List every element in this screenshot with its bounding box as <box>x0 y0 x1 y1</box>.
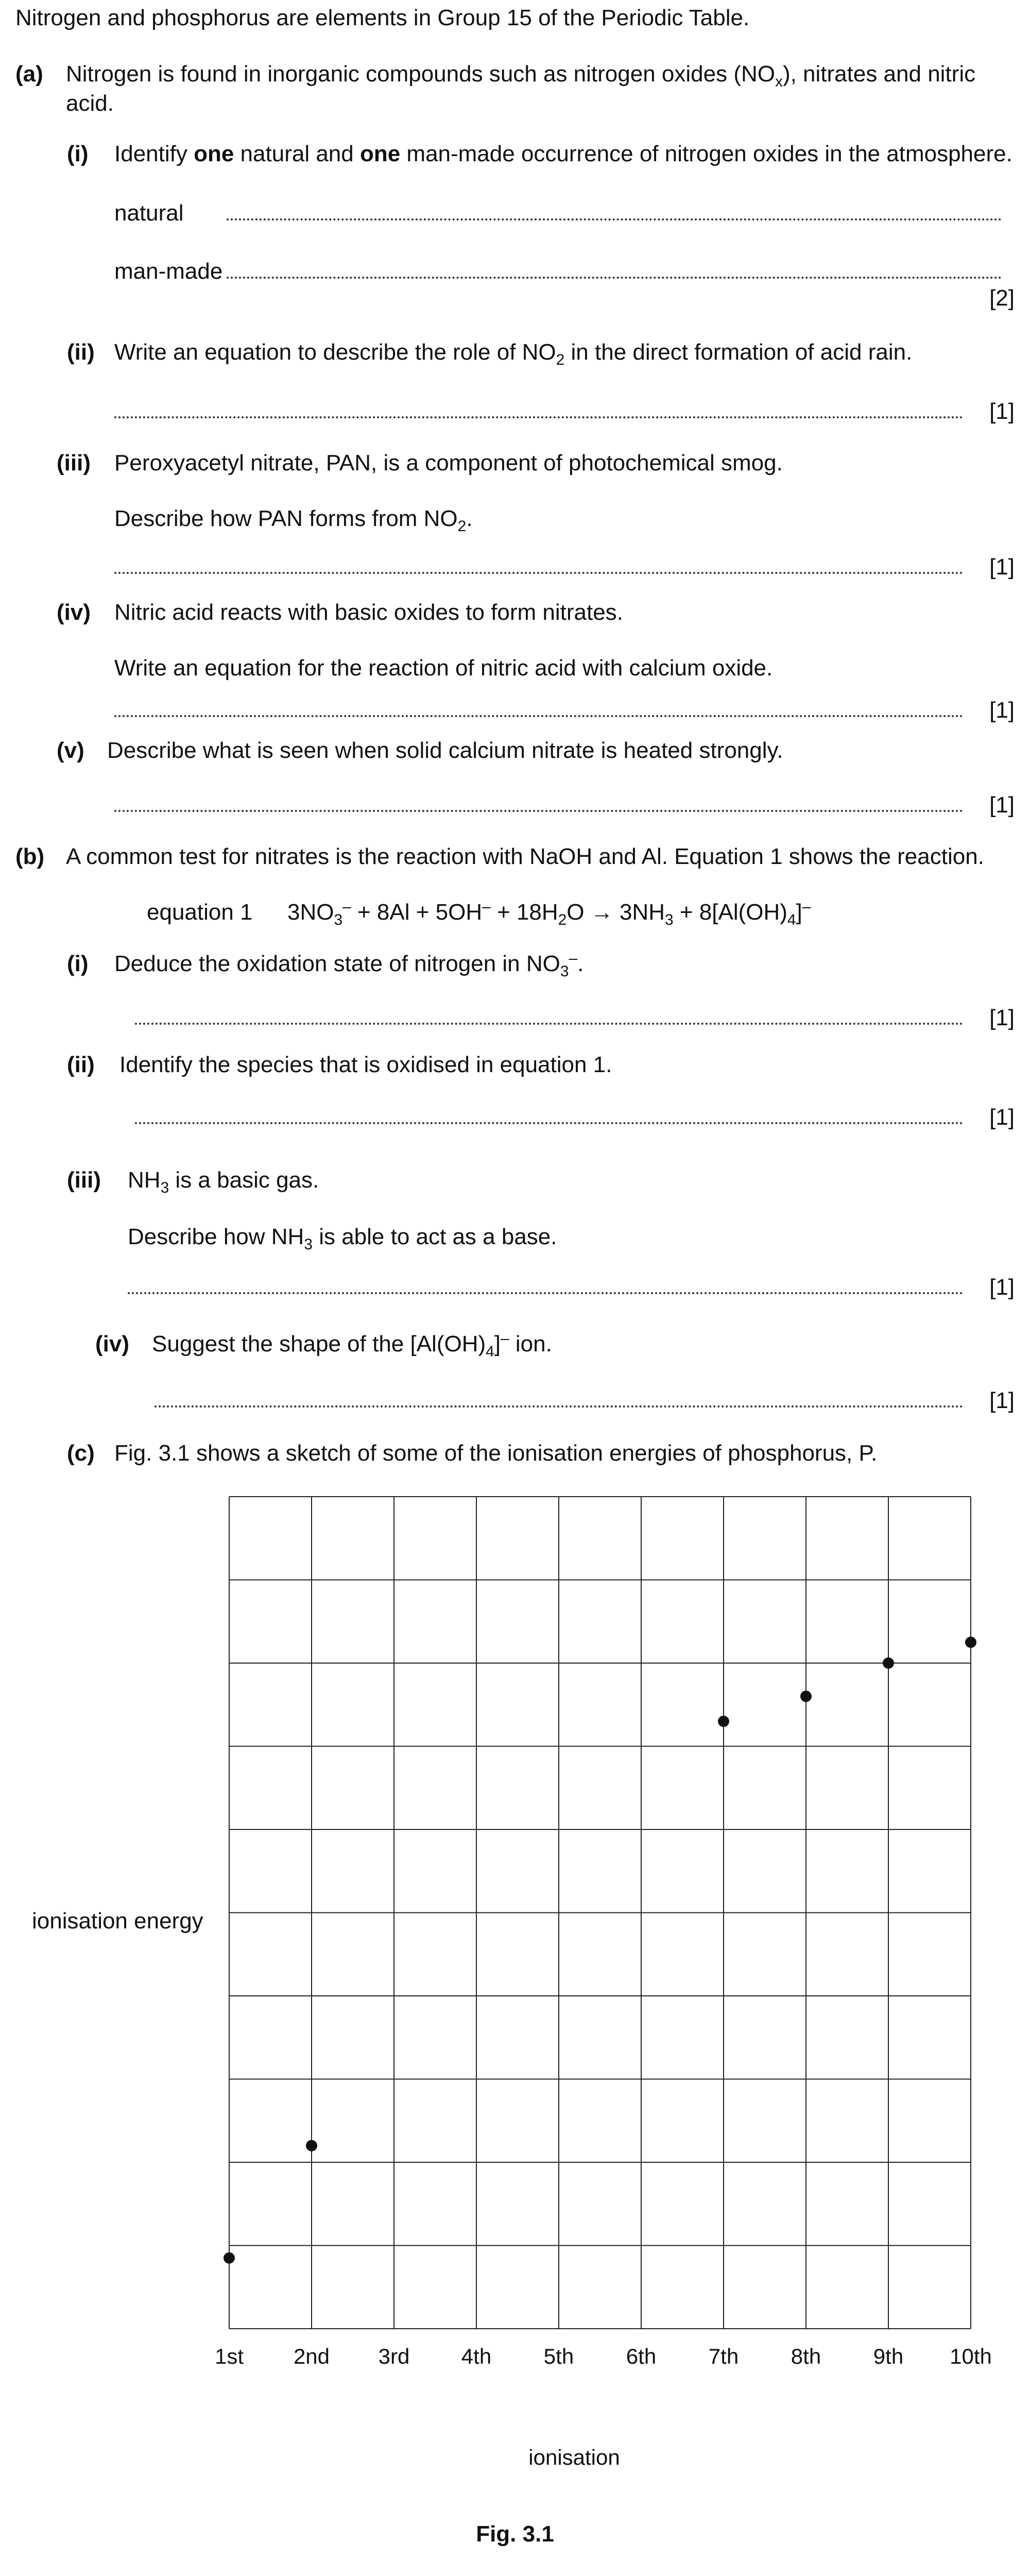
y-axis-label: ionisation energy <box>32 1908 203 1934</box>
part-a-iv-label: (iv) <box>57 600 91 625</box>
chart-grid <box>229 1497 971 2329</box>
part-a-label: (a) <box>15 61 43 87</box>
part-a-v-marks: [1] <box>989 792 1015 818</box>
natural-label: natural <box>114 200 184 226</box>
part-b-stem: A common test for nitrates is the reaction with NaOH and Al. Equation 1 shows the reaction. <box>66 844 984 869</box>
natural-answer-line[interactable] <box>227 218 1002 221</box>
x-tick-label: 4th <box>461 2344 492 2368</box>
fig-3-1-caption: Fig. 3.1 <box>476 2521 554 2547</box>
x-tick-label: 10th <box>950 2344 992 2368</box>
part-b-iii-answer-line[interactable] <box>128 1292 963 1294</box>
data-point-10th <box>965 1637 976 1648</box>
x-tick-label: 3rd <box>378 2344 410 2368</box>
part-b-ii-answer-line[interactable] <box>135 1122 963 1124</box>
part-b-i-question: Deduce the oxidation state of nitrogen in $NO_3^-$. <box>114 950 584 980</box>
part-a-stem: Nitrogen is found in inorganic compounds such as nitrogen oxides $(NO_x)$, nitrates and nitric acid. <box>66 61 976 116</box>
part-b-iii-marks: [1] <box>989 1275 1015 1300</box>
part-b-iv-question: Suggest the shape of the $[Al(OH)_4]^-$ ion. <box>152 1330 552 1360</box>
equation-1-label: equation 1 <box>147 900 253 925</box>
part-a-ii-label: (ii) <box>67 340 95 365</box>
part-a-iii-answer-line[interactable] <box>114 572 963 574</box>
data-point-7th <box>718 1716 729 1727</box>
x-tick-label: 6th <box>626 2344 657 2368</box>
part-b-i-marks: [1] <box>989 1005 1015 1030</box>
chart-points <box>224 1637 976 2264</box>
part-a-i-marks: [2] <box>989 285 1015 311</box>
x-tick-label: 9th <box>873 2344 904 2368</box>
part-a-iii-text: Peroxyacetyl nitrate, PAN, is a component of photochemical smog. <box>114 450 783 476</box>
part-a-iv-question: Write an equation for the reaction of nitric acid with calcium oxide. <box>114 655 773 681</box>
part-a-v-label: (v) <box>57 738 84 763</box>
part-b-iii-question: Describe how $NH_3$ is able to act as a base. <box>128 1224 557 1253</box>
part-b-iv-label: (iv) <box>95 1331 129 1357</box>
data-point-2nd <box>306 2140 317 2151</box>
part-a-v-question: Describe what is seen when solid calcium nitrate is heated strongly. <box>107 738 783 763</box>
part-a-iv-text: Nitric acid reacts with basic oxides to form nitrates. <box>114 600 623 625</box>
chart-x-ticks <box>215 2344 992 2368</box>
x-tick-label: 2nd <box>293 2344 330 2368</box>
part-a-i-question: Identify one natural and one man-made occurrence of nitrogen oxides in the atmosphere. <box>114 141 1012 166</box>
part-a-iii-question: Describe how PAN forms from $NO_2$. <box>114 506 473 535</box>
intro-text: Nitrogen and phosphorus are elements in Group 15 of the Periodic Table. <box>15 5 750 30</box>
part-b-label: (b) <box>15 844 45 869</box>
data-point-8th <box>800 1691 812 1702</box>
x-tick-label: 8th <box>791 2344 821 2368</box>
part-b-ii-question: Identify the species that is oxidised in equation 1. <box>119 1052 612 1077</box>
part-a-ii-answer-line[interactable] <box>114 416 963 418</box>
part-a-iv-marks: [1] <box>989 698 1015 723</box>
part-b-iv-marks: [1] <box>989 1388 1015 1413</box>
part-b-iv-answer-line[interactable] <box>154 1405 963 1408</box>
part-b-iii-label: (iii) <box>67 1167 101 1193</box>
part-a-iv-answer-line[interactable] <box>114 715 963 717</box>
fig-3-1-chart <box>196 1484 1009 2483</box>
manmade-answer-line[interactable] <box>227 277 1002 279</box>
x-tick-label: 1st <box>214 2344 244 2368</box>
equation-1: $3NO_3^- + 8Al + 5OH^- + 18H_2O \to 3NH_3 + 8[Al(OH)_4]^-$ <box>287 898 811 928</box>
manmade-label: man-made <box>114 259 223 284</box>
part-b-ii-marks: [1] <box>989 1105 1015 1130</box>
part-a-i-label: (i) <box>67 141 89 166</box>
part-b-i-answer-line[interactable] <box>135 1023 963 1025</box>
part-b-iii-text: $NH_3$ is a basic gas. <box>128 1167 319 1196</box>
part-b-ii-label: (ii) <box>67 1052 95 1077</box>
part-b-i-label: (i) <box>67 951 89 976</box>
part-a-ii-question: Write an equation to describe the role of $NO_2$ in the direct formation of acid rain. <box>114 340 913 368</box>
part-a-ii-marks: [1] <box>989 399 1015 424</box>
part-c-label: (c) <box>67 1440 95 1466</box>
part-c-stem: Fig. 3.1 shows a sketch of some of the ionisation energies of phosphorus, P. <box>114 1440 878 1466</box>
part-a-v-answer-line[interactable] <box>114 810 963 812</box>
data-point-9th <box>883 1657 894 1669</box>
part-a-iii-marks: [1] <box>989 554 1015 580</box>
x-tick-label: 5th <box>543 2344 574 2368</box>
data-point-1st <box>224 2252 235 2264</box>
part-a-iii-label: (iii) <box>57 450 91 476</box>
x-axis-label: ionisation <box>528 2445 620 2469</box>
x-tick-label: 7th <box>708 2344 739 2368</box>
